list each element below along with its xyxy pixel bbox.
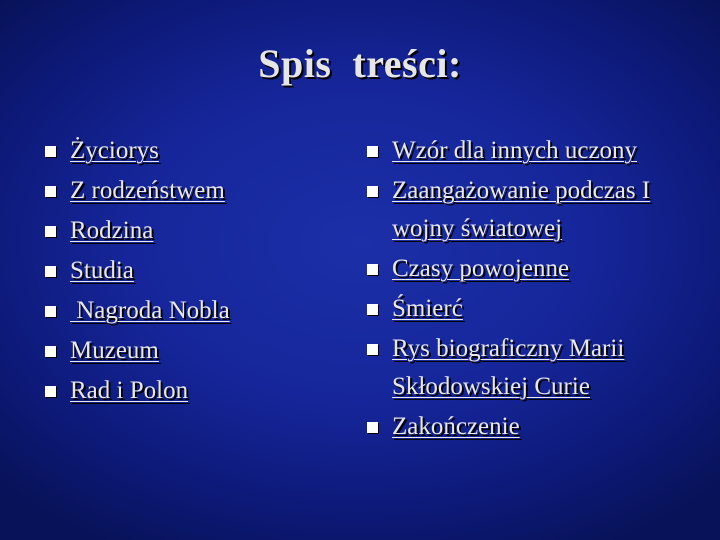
toc-link-z-rodzenstwem[interactable]: Z rodzeństwem (70, 177, 225, 204)
square-bullet-icon (45, 346, 56, 357)
square-bullet-icon (45, 146, 56, 157)
toc-item (366, 290, 706, 330)
toc-item (366, 250, 706, 290)
toc-item (44, 172, 344, 212)
toc-left-column (44, 132, 344, 412)
toc-item (366, 172, 706, 250)
toc-link-zaangazowanie[interactable]: Zaangażowanie podczas I wojny światowej (392, 177, 651, 242)
square-bullet-icon (367, 344, 378, 355)
toc-item (44, 212, 344, 252)
toc-link-muzeum[interactable]: Muzeum (70, 337, 159, 364)
toc-item (366, 330, 706, 408)
square-bullet-icon (45, 386, 56, 397)
square-bullet-icon (367, 146, 378, 157)
square-bullet-icon (367, 186, 378, 197)
toc-link-zakonczenie[interactable]: Zakończenie (392, 413, 520, 440)
toc-link-nagroda-nobla[interactable]: Nagroda Nobla (70, 297, 230, 324)
square-bullet-icon (45, 266, 56, 277)
square-bullet-icon (45, 186, 56, 197)
toc-item (44, 372, 344, 412)
toc-link-wzor-dla-innych[interactable]: Wzór dla innych uczony (392, 137, 638, 164)
square-bullet-icon (45, 306, 56, 317)
toc-item (44, 332, 344, 372)
toc-right-column (366, 132, 706, 448)
square-bullet-icon (367, 422, 378, 433)
square-bullet-icon (367, 304, 378, 315)
toc-link-zyciorys[interactable]: Życiorys (70, 137, 159, 164)
toc-item (44, 132, 344, 172)
toc-link-czasy-powojenne[interactable]: Czasy powojenne (392, 255, 570, 282)
toc-item (366, 132, 706, 172)
toc-item (44, 292, 344, 332)
square-bullet-icon (45, 226, 56, 237)
toc-link-rodzina[interactable]: Rodzina (70, 217, 154, 244)
toc-item (366, 408, 706, 448)
toc-item (44, 252, 344, 292)
slide-title: Spis treści: (258, 41, 462, 86)
toc-link-smierc[interactable]: Śmierć (392, 295, 463, 322)
toc-link-rys-biograficzny[interactable]: Rys biograficzny Marii Skłodowskiej Curie (392, 335, 625, 400)
toc-link-rad-i-polon[interactable]: Rad i Polon (70, 377, 189, 404)
toc-link-studia[interactable]: Studia (70, 257, 134, 284)
square-bullet-icon (367, 264, 378, 275)
